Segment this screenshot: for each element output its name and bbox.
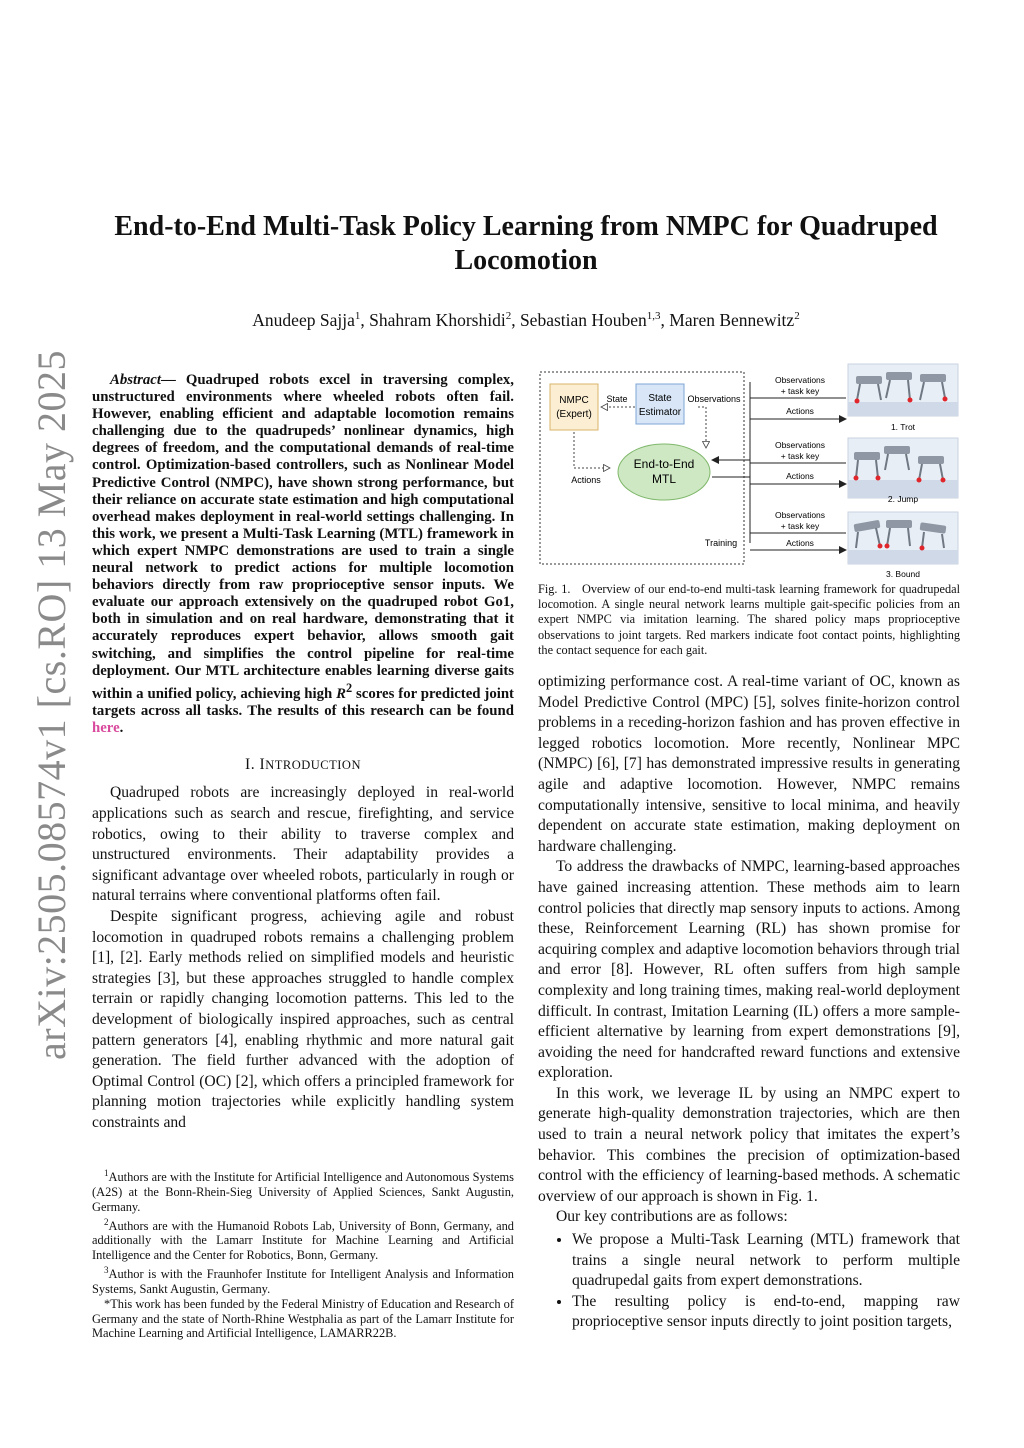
training-label: Training <box>704 538 738 548</box>
nmpc-sub-label: (Expert) <box>556 409 592 420</box>
abstract-text-part2: scores for predicted joint targets across all tasks. The results of this research can be found <box>92 685 514 719</box>
r2-superscript: 2 <box>345 680 353 695</box>
section-rest: NTRODUCTION <box>265 757 361 772</box>
gait1-obs-label: Observations <box>774 375 826 385</box>
footnote-mark: 3 <box>104 1265 109 1276</box>
gait3-taskkey-label: + task key <box>780 521 820 531</box>
bound-image <box>848 512 958 564</box>
r2-symbol: R <box>336 685 346 702</box>
trot-image <box>848 364 958 416</box>
contribution-item: • The resulting policy is end-to-end, mapping raw proprioceptive sensor inputs directly to joint position targets, <box>572 1292 960 1333</box>
right-column <box>538 672 960 1333</box>
gait3-obs-label: Observations <box>774 510 826 520</box>
state-arrow-label: State <box>606 394 628 404</box>
observations-arrow <box>698 407 706 448</box>
jump-image <box>848 438 958 498</box>
abstract <box>92 372 514 737</box>
nmpc-box <box>550 384 598 430</box>
intro-paragraph: Despite significant progress, achieving agile and robust locomotion in quadruped robots remains a challenging problem [1], [2]. Early methods relied on simplified models and heuristic strategies [3], but these approaches struggled to handle complex terrain or rapidly changing locomotion patterns. This led to the development of biologically inspired approaches, such as central pattern generators [4], enabling rhythmic and more natural gait generation. The field further advanced with the adoption of Optimal Control (OC) [2], which offers a principled framework for planning motion trajectories while explicitly handling system constraints and <box>92 908 514 1131</box>
footnote: $^2$Authors are with the Humanoid Robots Lab, University of Bonn, Germany, and additionally with the Lamarr Institute for Machine Learning and Artificial Intelligence and the Center for Robotics, Bonn, Germany. <box>92 1216 514 1263</box>
footnote: *This work has been funded by the Federal Ministry of Education and Research of Germany and the state of North-Rhine Westphalia as part of the Lamarr Institute for Machine Learning and Artificial Intelligence, LAMARR22B. <box>92 1296 514 1341</box>
author-name: Sebastian Houben <box>519 310 647 330</box>
mtl-sub-label: MTL <box>652 472 676 486</box>
jump-label: 2. Jump <box>887 494 919 504</box>
author-name: Maren Bennewitz <box>669 310 795 330</box>
gait2-taskkey-label: + task key <box>780 451 820 461</box>
estimator-sub-label: Estimator <box>638 407 682 418</box>
body-paragraph: In this work, we leverage IL by using an NMPC expert to generate high-quality demonstration trajectories, which are then used to train a neural network policy that imitates the expert’s behavior. This combines the precision of optimization-based control with the efficiency of learning-based methods. A schematic overview of our approach is shown in Fig. 1. <box>538 1084 960 1205</box>
figure-caption <box>538 582 960 658</box>
footnote: $^1$Authors are with the Institute for Artificial Intelligence and Autonomous Systems (A2S) at the Bonn-Rhein-Sieg University of Applied Sciences, Sankt Augustin, Germany. <box>92 1168 514 1214</box>
intro-paragraph: Quadruped robots are increasingly deployed in real-world applications such as search and rescue, firefighting, and service robotics, owing to their ability to traverse complex and unstructured environments. Their adaptability provides a significant advantage over wheeled robots, particularly in rough or natural terrains where conventional platforms often fail. <box>92 784 514 905</box>
footnote-mark: 2 <box>104 1216 109 1227</box>
observations-label: Observations <box>687 394 741 404</box>
bound-label: 3. Bound <box>885 569 921 579</box>
results-link[interactable]: here <box>92 719 120 736</box>
gait1-actions-label: Actions <box>786 406 814 416</box>
abstract-label: Abstract <box>110 372 161 388</box>
trot-label: 1. Trot <box>890 422 916 432</box>
paper-title: End-to-End Multi-Task Policy Learning from NMPC for Quadruped Locomotion <box>114 211 938 276</box>
abstract-text-part1: Quadruped robots excel in traversing complex, unstructured environments where wheeled robots often fail. However, enabling efficient and adaptable locomotion remains challenging due to the quadrupeds’ nonlinear dynamics, high degrees of freedom, and the computational demands of real-time control. Optimization-based controllers, such as Nonlinear Model Predictive Control (NMPC), have shown strong performance, but their reliance on accurate state estimation and high computational overhead makes deployment in real-world settings challenging. In this work, we present a Multi-Task Learning (MTL) framework in which expert NMPC demonstrations are used to train a single neural network to predict actions for multiple locomotion behaviors directly from raw proprioceptive sensor inputs. We evaluate our approach extensively on the quadruped robot Go1, both in simulation and on real hardware, demonstrating that it accurately reproduces expert behavior, allows smooth gait switching, and simplifies the control pipeline for real-time deployment. Our MTL architecture enables learning diverse gaits within a unified policy, achieving high <box>92 372 514 702</box>
caption-text: Overview of our end-to-end multi-task learning framework for quadrupedal locomotion. A single neural network learns multiple gait-specific policies from an expert NMPC via imitation learning. The shared policy maps proprioceptive observations to joint targets. Red markers indicate foot contact points, highlighting the contact sequence for each gait. <box>538 582 960 657</box>
actions-label: Actions <box>571 475 601 485</box>
author-affiliation: 2 <box>794 310 800 323</box>
author-affiliation: 2 <box>505 310 512 323</box>
contribution-list <box>538 1230 960 1333</box>
body-paragraph: To address the drawbacks of NMPC, learning-based approaches have gained increasing attention. These methods aim to learn control policies that directly map sensory inputs to actions. Among these, Reinforcement Learning (RL) has shown promise for acquiring complex and adaptive locomotion behaviors through trial and error [8]. However, RL often suffers from high sample complexity and long training times, making real-world deployment difficult. In contrast, Imitation Learning (IL) offers a more sample-efficient alternative by learning from expert demonstrations [9], avoiding the need for handcrafted reward functions and extensive exploration. <box>538 858 960 1082</box>
section-numeral: I. <box>245 755 260 773</box>
state-estimator-box <box>636 384 684 424</box>
author-name: Shahram Khorshidi <box>369 310 506 330</box>
gait3-actions-label: Actions <box>786 538 814 548</box>
gait2-actions-label: Actions <box>786 471 814 481</box>
arxiv-side-stamp: arXiv:2505.08574v1 [cs.RO] 13 May 2025 <box>29 349 74 1060</box>
author-affiliation: 1,3 <box>646 310 661 323</box>
footnotes <box>92 1166 514 1341</box>
nmpc-label: NMPC <box>559 395 589 406</box>
left-column <box>92 372 514 1134</box>
abstract-end: . <box>119 719 124 736</box>
mtl-label: End-to-End <box>633 457 695 471</box>
gait2-obs-label: Observations <box>774 440 826 450</box>
estimator-label: State <box>648 393 672 404</box>
figure-1 <box>538 362 960 584</box>
caption-label: Fig. 1. <box>538 582 571 596</box>
author-list: Anudeep Sajja$^1$, Shahram Khorshidi$^2$, Sebastian Houben$^{1,3}$, Maren Bennewitz$^2$ <box>252 310 800 330</box>
expert-actions-arrow <box>574 432 610 468</box>
footnote-mark: 1 <box>104 1168 109 1178</box>
contribution-item: • We propose a Multi-Task Learning (MTL) framework that trains a single neural network to perform multiple quadrupedal gaits from expert demonstrations. <box>572 1230 960 1292</box>
section-first-letter: I <box>259 755 266 773</box>
abstract-dash: — <box>160 372 176 388</box>
body-paragraph: optimizing performance cost. A real-time variant of OC, known as Model Predictive Control (MPC) [5], solves finite-horizon control problems in a receding-horizon fashion and has proven effective in legged robotics locomotion. More recently, Nonlinear MPC (NMPC) [6], [7] has demonstrated impressive results in generating agile and adaptive locomotion. However, NMPC remains computationally intensive, sensitive to local minima, and heavily dependent on accurate state estimation, making deployment on hardware challenging. <box>538 673 960 855</box>
author-affiliation: 1 <box>354 310 361 323</box>
body-paragraph: Our key contributions are as follows: <box>556 1208 788 1226</box>
section-heading-introduction <box>92 755 514 776</box>
footnote: $^3$Author is with the Fraunhofer Institute for Intelligent Analysis and Information Systems, Sankt Augustin, Germany. <box>92 1265 514 1296</box>
author-name: Anudeep Sajja <box>252 310 355 330</box>
framework-diagram <box>538 362 960 584</box>
gait1-taskkey-label: + task key <box>780 386 820 396</box>
